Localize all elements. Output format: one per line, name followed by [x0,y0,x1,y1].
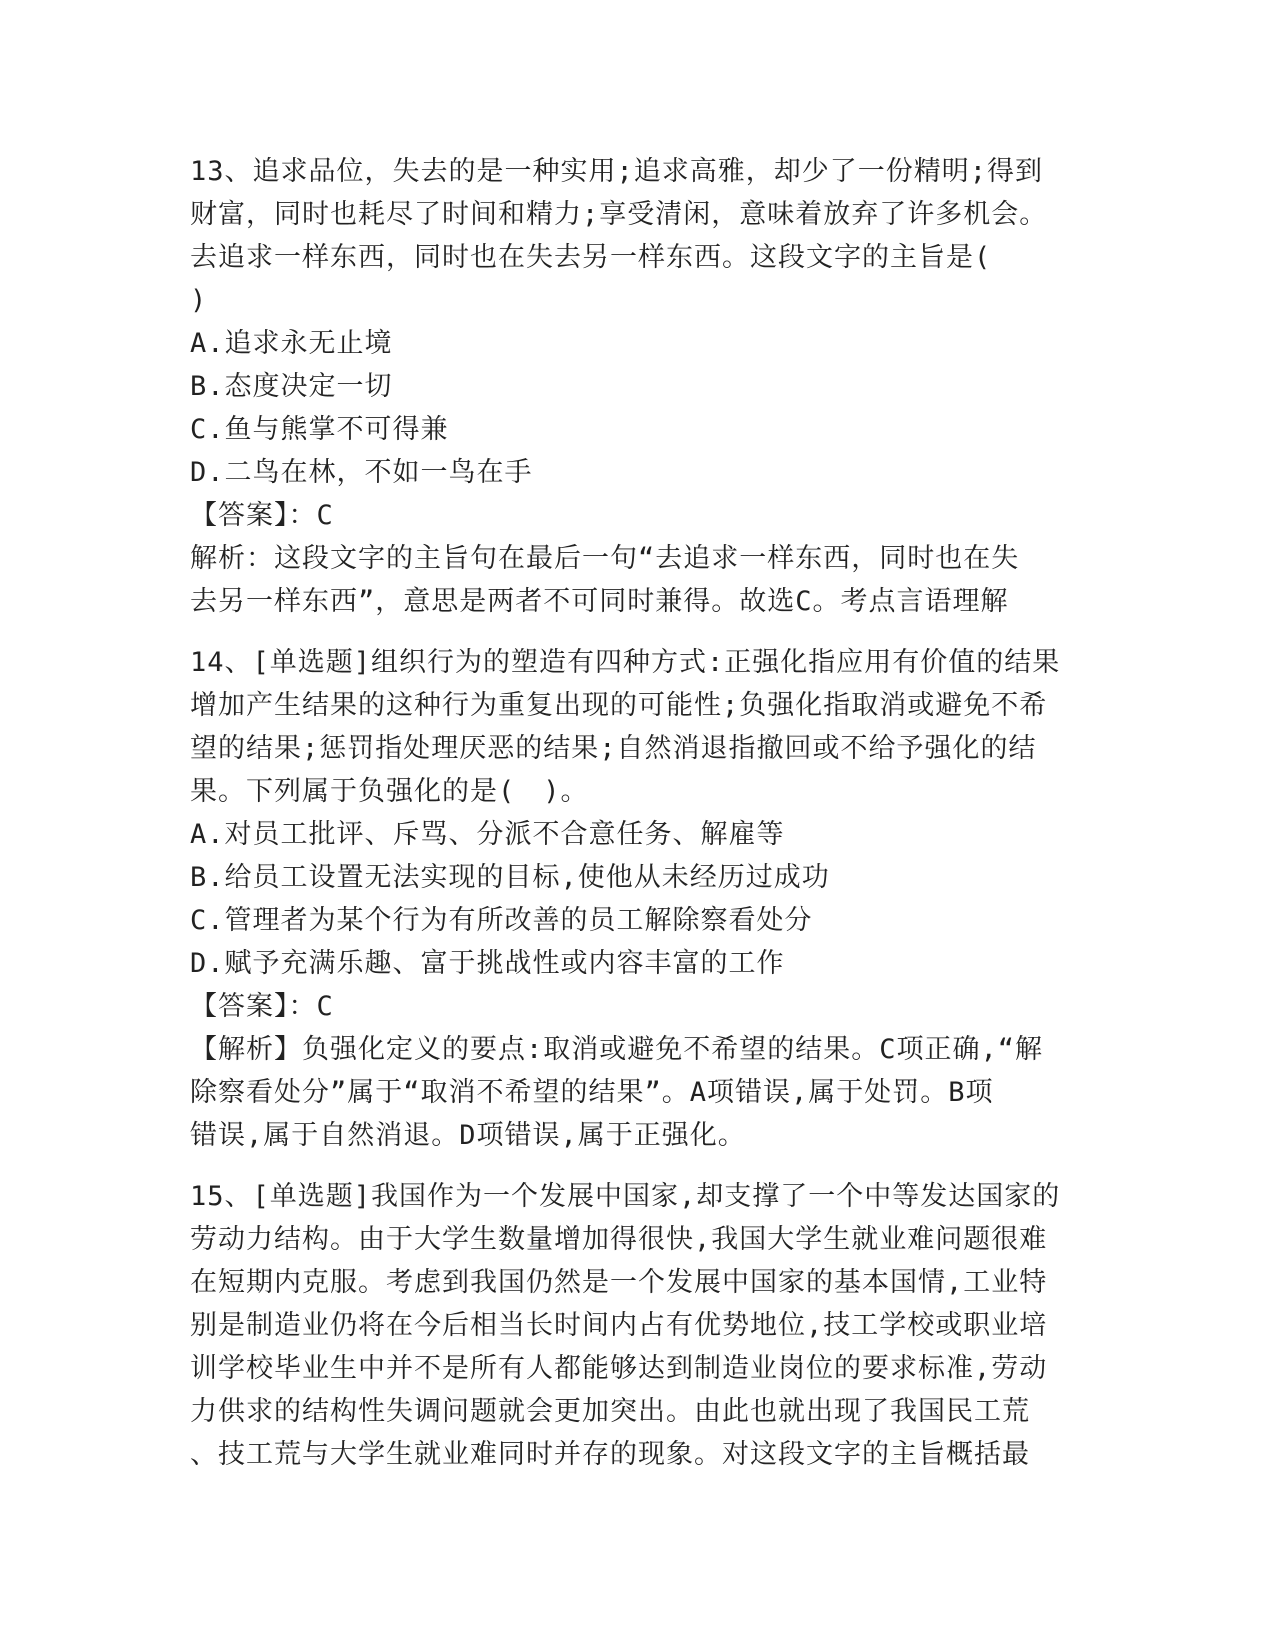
question-stem-line: 劳动力结构。由于大学生数量增加得很快,我国大学生就业难问题很难 [190,1224,1048,1255]
option-a: A.对员工批评、斥骂、分派不合意任务、解雇等 [190,819,785,850]
question-stem-line: 去追求一样东西，同时也在失去另一样东西。这段文字的主旨是( [190,242,992,273]
question-stem-line: 、技工荒与大学生就业难同时并存的现象。对这段文字的主旨概括最 [190,1439,1030,1470]
question-stem-line: 别是制造业仍将在今后相当长时间内占有优势地位,技工学校或职业培 [190,1310,1048,1341]
question-13 [190,150,1090,623]
question-stem-line: 15、[单选题]我国作为一个发展中国家,却支撑了一个中等发达国家的 [190,1181,1061,1212]
document-page [190,150,1090,1494]
option-c: C.管理者为某个行为有所改善的员工解除察看处分 [190,905,813,936]
option-b: B.给员工设置无法实现的目标,使他从未经历过成功 [190,862,830,893]
question-stem-line: 果。下列属于负强化的是( )。 [190,776,589,807]
question-stem-line: ) [190,285,208,316]
question-stem-line: 13、追求品位，失去的是一种实用;追求高雅，却少了一份精明;得到 [190,156,1044,187]
option-b: B.态度决定一切 [190,371,393,402]
answer: 【答案】：C [190,991,334,1022]
analysis-line: 错误,属于自然消退。D项错误,属于正强化。 [190,1120,746,1151]
question-14 [190,641,1090,1157]
question-stem-line: 训学校毕业生中并不是所有人都能够达到制造业岗位的要求标准,劳动 [190,1353,1048,1384]
question-stem-line: 增加产生结果的这种行为重复出现的可能性;负强化指取消或避免不希 [190,690,1048,721]
question-stem-line: 财富，同时也耗尽了时间和精力;享受清闲，意味着放弃了许多机会。 [190,199,1048,230]
question-stem-line: 14、[单选题]组织行为的塑造有四种方式:正强化指应用有价值的结果 [190,647,1061,678]
analysis-line: 【解析】负强化定义的要点:取消或避免不希望的结果。C项正确,“解 [190,1034,1044,1065]
analysis-line: 去另一样东西”，意思是两者不可同时兼得。故选C。考点言语理解 [190,586,1009,617]
option-c: C.鱼与熊掌不可得兼 [190,414,449,445]
option-a: A.追求永无止境 [190,328,393,359]
option-d: D.赋予充满乐趣、富于挑战性或内容丰富的工作 [190,948,785,979]
answer: 【答案】：C [190,500,334,531]
question-stem-line: 力供求的结构性失调问题就会更加突出。由此也就出现了我国民工荒 [190,1396,1030,1427]
analysis-line: 除察看处分”属于“取消不希望的结果”。A项错误,属于处罚。B项 [190,1077,994,1108]
question-stem-line: 望的结果;惩罚指处理厌恶的结果;自然消退指撤回或不给予强化的结 [190,733,1037,764]
option-d: D.二鸟在林，不如一鸟在手 [190,457,533,488]
analysis-line: 解析：这段文字的主旨句在最后一句“去追求一样东西，同时也在失 [190,543,1020,574]
question-15 [190,1175,1090,1476]
question-stem-line: 在短期内克服。考虑到我国仍然是一个发展中国家的基本国情,工业特 [190,1267,1048,1298]
